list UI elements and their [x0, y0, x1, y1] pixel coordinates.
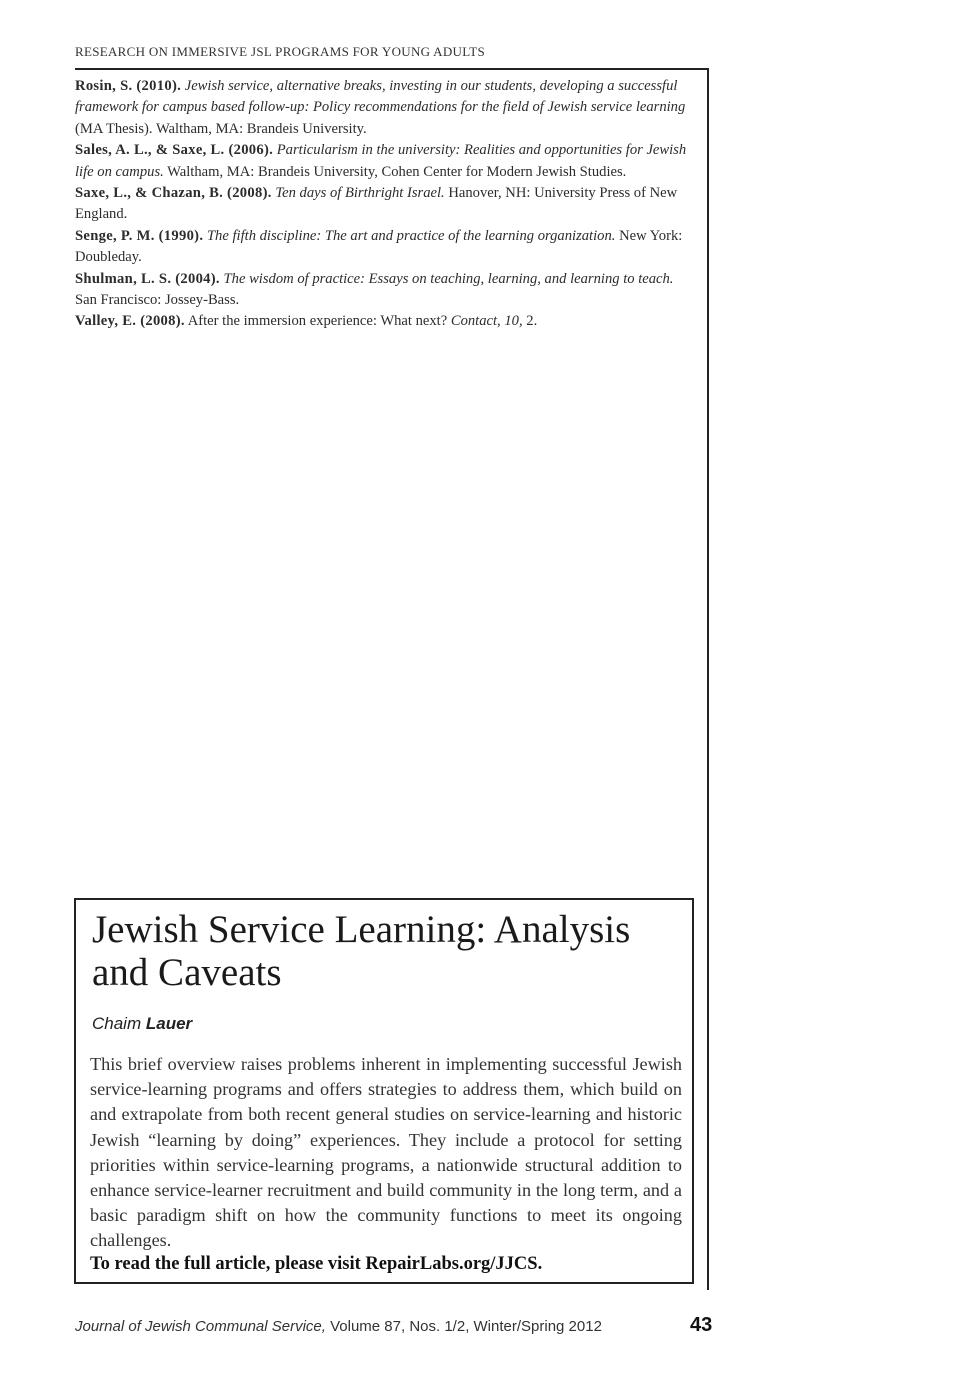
reference-item: [75, 311, 695, 332]
footer-citation: [75, 1318, 602, 1335]
author-first-name: Chaim: [92, 1014, 142, 1033]
article-title: Jewish Service Learning: Analysis and Caveats: [92, 908, 631, 994]
frame-right-rule: [707, 68, 709, 1290]
article-abstract-box: [74, 898, 694, 1284]
reference-publisher: Waltham, MA: Brandeis University, Cohen Center for Modern Jewish Studies.: [167, 163, 627, 180]
reference-title: Particularism in the university: Realities and opportunities for Jewish life on campus.: [75, 142, 687, 180]
reference-journal: Contact, 10,: [450, 313, 523, 330]
journal-issue: Volume 87, Nos. 1/2, Winter/Spring 2012: [330, 1318, 602, 1335]
reference-article-title: After the immersion experience: What next?: [187, 313, 448, 330]
article-author: [92, 1014, 192, 1034]
reference-item: [75, 76, 695, 140]
reference-author: Rosin, S. (2010).: [75, 78, 182, 94]
reference-author: Valley, E. (2008).: [75, 313, 185, 330]
reference-title: Ten days of Birthright Israel.: [275, 185, 445, 202]
reference-list: [75, 76, 695, 333]
reference-item: [75, 269, 695, 312]
reference-author: Senge, P. M. (1990).: [75, 227, 204, 244]
reference-item: [75, 226, 695, 269]
reference-item: [75, 183, 695, 226]
reference-title: The wisdom of practice: Essays on teaching, learning, and learning to teach.: [223, 270, 674, 287]
author-last-name: Lauer: [145, 1014, 193, 1033]
reference-pages: 2.: [526, 313, 538, 330]
reference-author: Shulman, L. S. (2004).: [75, 270, 220, 287]
reference-publisher: (MA Thesis). Waltham, MA: Brandeis University.: [75, 120, 367, 137]
reference-title: The fifth discipline: The art and practice of the learning organization.: [206, 227, 616, 244]
journal-name: Journal of Jewish Communal Service,: [75, 1318, 326, 1335]
reference-author: Saxe, L., & Chazan, B. (2008).: [75, 185, 272, 202]
reference-item: [75, 140, 695, 183]
reference-author: Sales, A. L., & Saxe, L. (2006).: [75, 142, 274, 159]
article-abstract-text: This brief overview raises problems inherent in implementing successful Jewish service-learning programs and offers strategies to address them, which build on and extrapolate from both recent general studies on service-learning and historic Jewish “learning by doing” experiences. They include a protocol for setting priorities within service-learning programs, a nationwide structural addition to enhance service-learner recruitment and build community in the long term, and a basic paradigm shift on how the community functions to meet its ongoing challenges.: [90, 1054, 682, 1251]
reference-title: Jewish service, alternative breaks, investing in our students, developing a successful framework for campus based follow-up: Policy recommendations for the field of Jewish service learning: [75, 78, 686, 116]
page-number: 43: [690, 1314, 713, 1336]
read-more-link-text: To read the full article, please visit RepairLabs.org/JJCS.: [90, 1254, 543, 1274]
frame-top-rule: [75, 68, 709, 70]
running-head: RESEARCH ON IMMERSIVE JSL PROGRAMS FOR YOUNG ADULTS: [75, 44, 486, 59]
reference-publisher: Hanover, NH: University Press of New England.: [75, 185, 678, 223]
reference-publisher: San Francisco: Jossey-Bass.: [75, 292, 240, 309]
reference-publisher: New York: Doubleday.: [75, 227, 683, 266]
